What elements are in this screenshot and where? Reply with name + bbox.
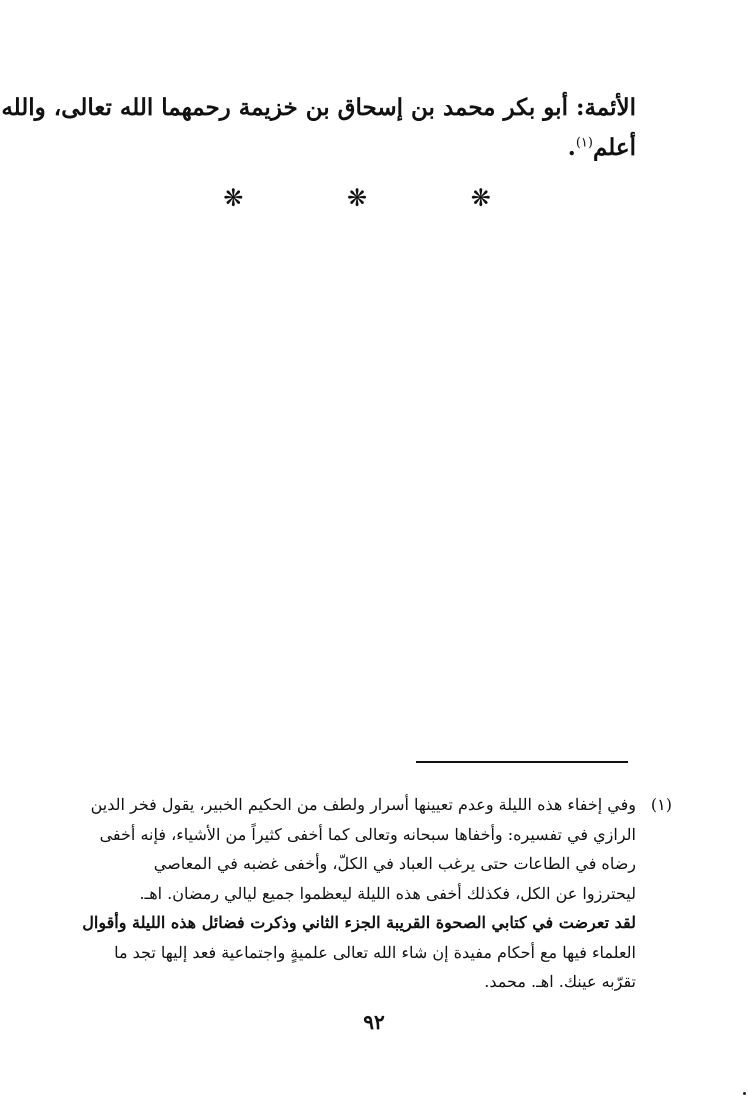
- asterism-icon: ❋: [346, 184, 402, 212]
- footnote-reference[interactable]: (١): [575, 135, 593, 151]
- footnote-line-5: لقد تعرضت في كتابي الصحوة القريبة الجزء الثاني وذكرت فضائل هذه الليلة وأقوال: [82, 913, 636, 932]
- footnote-line-1-text: وفي إخفاء هذه الليلة وعدم تعيينها أسرار ولطف من الحكيم الخبير، يقول فخر الدين: [90, 795, 636, 814]
- main-text-line-1: الأئمة: أبو بكر محمد بن إسحاق بن خزيمة رحمهما الله تعالى، والله: [1, 94, 636, 121]
- footnote-line-6: العلماء فيها مع أحكام مفيدة إن شاء الله تعالى علميةٍ واجتماعية فعد إليها تجد ما: [114, 942, 636, 962]
- main-text-line-2-end: .: [567, 134, 576, 161]
- footnote-line-1: [76, 790, 672, 820]
- main-text-line-2-text: أعلم: [592, 134, 636, 161]
- section-separator: [0, 183, 748, 213]
- footnote-line-4: ليحترزوا عن الكل، فكذلك أخفى هذه الليلة ليعظموا جميع ليالي رمضان. اهـ.: [139, 883, 636, 903]
- footnote-divider: [416, 761, 628, 763]
- footnote-line-2: الرازي في تفسيره: وأخفاها سبحانه وتعالى كما أخفى كثيراً من الأشياء، فإنه أخفى: [99, 824, 636, 844]
- footnote-line-3: رضاه في الطاعات حتى يرغب العباد في الكلّ، وأخفى غضبه في المعاصي: [153, 854, 636, 873]
- footnote-line-7: تقرّبه عينك. اهـ. محمد.: [484, 972, 636, 991]
- page-number: ٩٢: [363, 1010, 385, 1034]
- asterism-icon: ❋: [470, 184, 525, 212]
- main-text-block: [1, 88, 636, 168]
- asterism-icon: ❋: [223, 184, 278, 212]
- footnotes-block: [76, 790, 672, 997]
- scan-speck: [743, 1092, 746, 1095]
- footnote-number: (١): [650, 795, 672, 814]
- main-text-line-2: [76, 128, 636, 168]
